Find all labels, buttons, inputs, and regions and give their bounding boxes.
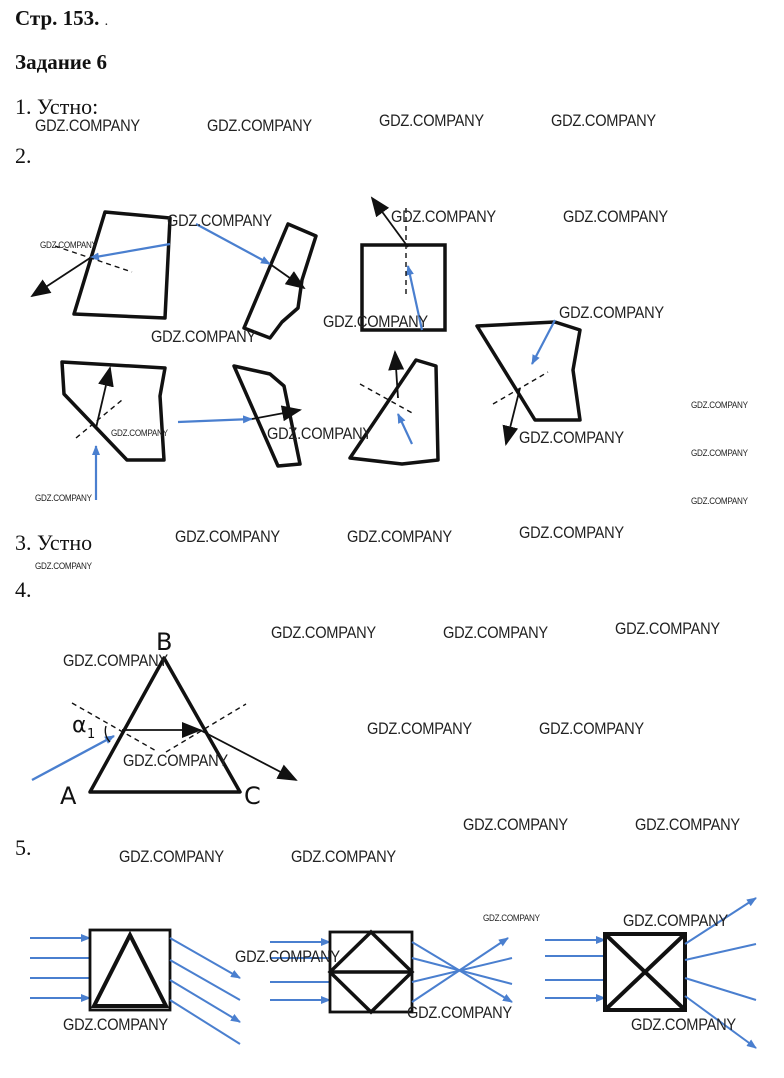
watermark: GDZ.COMPANY: [367, 719, 472, 738]
prism-label-b: B: [156, 628, 173, 656]
watermark: GDZ.COMPANY: [635, 815, 740, 834]
prism-label-c: C: [244, 782, 261, 810]
item-1-label: 1. Устно:: [15, 94, 99, 119]
watermark: GDZ.COMPANY: [563, 207, 668, 226]
watermark: GDZ.COMPANY: [519, 523, 624, 542]
watermark: GDZ.COMPANY: [623, 911, 728, 930]
page-title-text: Стр. 153.: [15, 6, 100, 30]
watermark: GDZ.COMPANY: [463, 815, 568, 834]
watermark: GDZ.COMPANY: [151, 327, 256, 346]
watermark: GDZ.COMPANY: [291, 847, 396, 866]
watermark: GDZ.COMPANY: [267, 424, 372, 443]
item-4-label: 4.: [15, 577, 32, 602]
refraction-diagram-7: [350, 352, 438, 464]
watermark: GDZ.COMPANY: [691, 448, 748, 458]
item-2-label: 2.: [15, 143, 32, 168]
watermark: GDZ.COMPANY: [63, 1015, 168, 1034]
refraction-diagram-6: [178, 366, 300, 466]
angle-alpha-label: α: [72, 713, 87, 738]
watermark: GDZ.COMPANY: [123, 751, 228, 770]
watermark: GDZ.COMPANY: [407, 1003, 512, 1022]
watermark: GDZ.COMPANY: [559, 303, 664, 322]
refraction-diagram-4: [477, 320, 580, 444]
watermark: GDZ.COMPANY: [691, 496, 748, 506]
watermark: GDZ.COMPANY: [551, 111, 656, 130]
watermark: GDZ.COMPANY: [691, 400, 748, 410]
watermark: GDZ.COMPANY: [35, 116, 140, 135]
watermark: GDZ.COMPANY: [539, 719, 644, 738]
watermark: GDZ.COMPANY: [519, 428, 624, 447]
item-3-label: 3. Устно: [15, 530, 93, 555]
watermark: GDZ.COMPANY: [615, 619, 720, 638]
page-title-tail: .: [104, 14, 109, 29]
watermark: GDZ.COMPANY: [443, 623, 548, 642]
watermark: GDZ.COMPANY: [347, 527, 452, 546]
watermark: GDZ.COMPANY: [35, 561, 92, 571]
watermark: GDZ.COMPANY: [323, 312, 428, 331]
watermark: GDZ.COMPANY: [483, 913, 540, 923]
watermark: GDZ.COMPANY: [631, 1015, 736, 1034]
watermark: GDZ.COMPANY: [63, 651, 168, 670]
refraction-diagram-1: [32, 212, 170, 318]
watermark: GDZ.COMPANY: [111, 428, 168, 438]
prism-label-a: A: [60, 782, 77, 810]
watermark: GDZ.COMPANY: [167, 211, 272, 230]
angle-alpha-subscript: 1: [87, 727, 96, 742]
watermark: GDZ.COMPANY: [119, 847, 224, 866]
watermark: GDZ.COMPANY: [207, 116, 312, 135]
item-5-label: 5.: [15, 835, 32, 860]
task-heading: Задание 6: [15, 50, 107, 74]
watermark: GDZ.COMPANY: [35, 493, 92, 503]
black-box-diamond: [270, 932, 512, 1012]
watermark: GDZ.COMPANY: [271, 623, 376, 642]
watermark: GDZ.COMPANY: [379, 111, 484, 130]
watermark: GDZ.COMPANY: [175, 527, 280, 546]
watermark: GDZ.COMPANY: [391, 207, 496, 226]
watermark: GDZ.COMPANY: [235, 947, 340, 966]
watermark: GDZ.COMPANY: [40, 240, 97, 250]
refraction-diagram-2: [196, 224, 316, 338]
